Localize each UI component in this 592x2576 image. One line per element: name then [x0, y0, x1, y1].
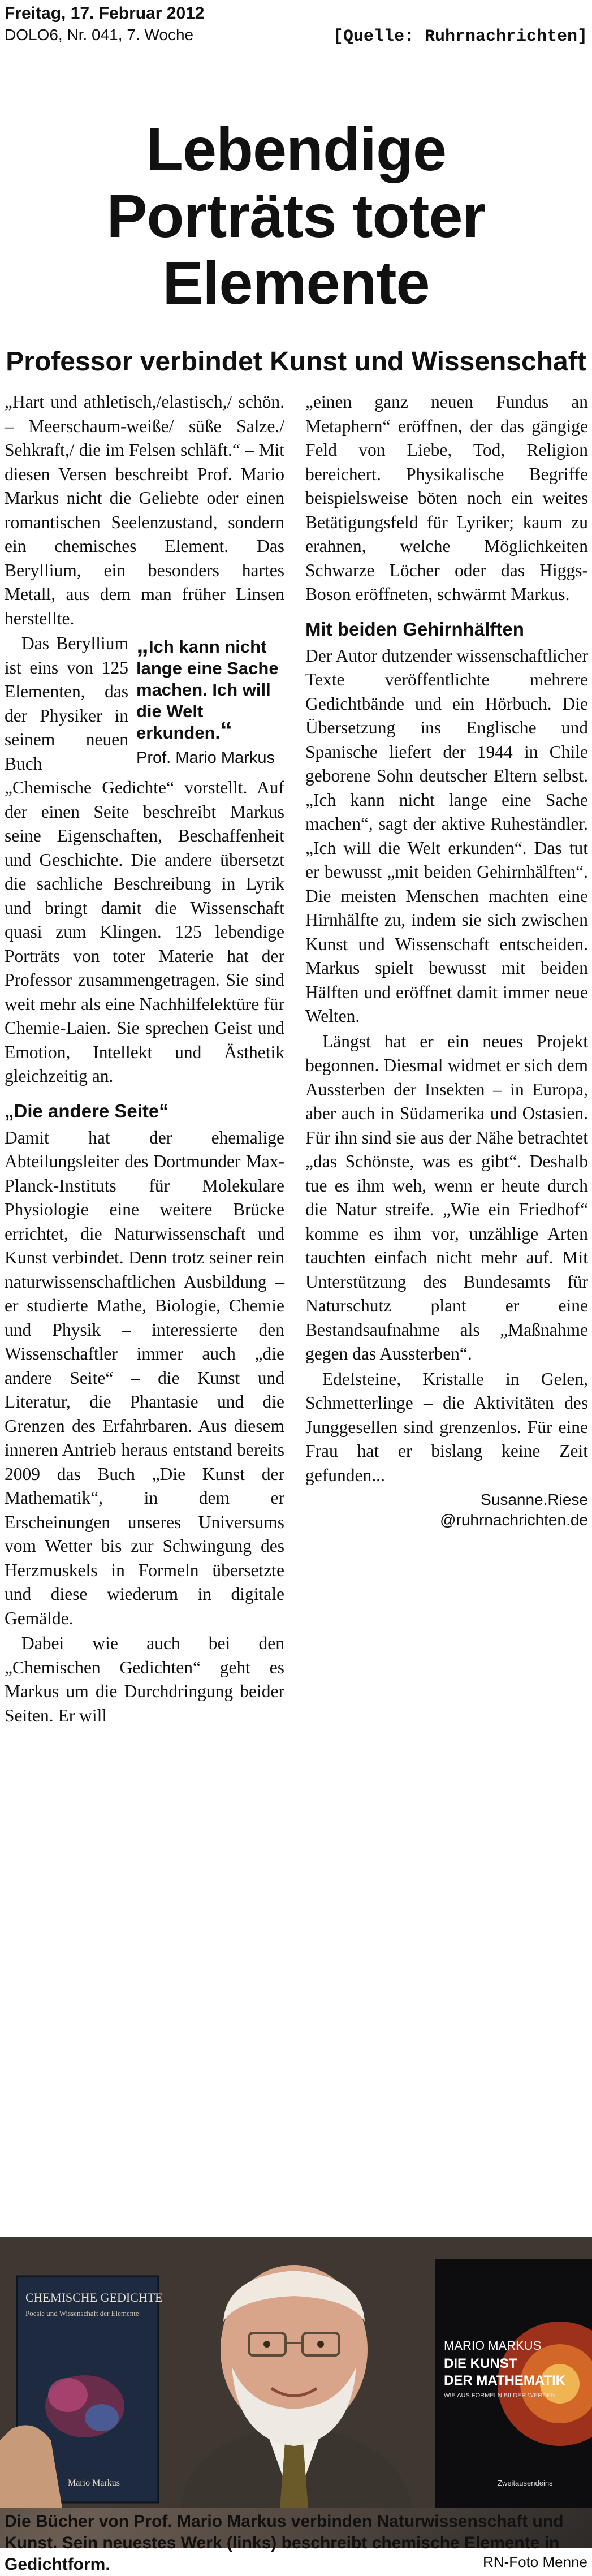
book-right-title-2: DER MATHEMATIK [444, 2373, 566, 2388]
headline-line-1: Lebendige [145, 115, 447, 183]
article-photo [0, 2237, 592, 2548]
subtitle: Professor verbindet Kunst und Wissenschaft [6, 347, 586, 377]
book-left-title: CHEMISCHE GEDICHTE [25, 2290, 163, 2305]
pull-quote-author: Prof. Mario Markus [136, 749, 275, 767]
quote-open-mark: „ [136, 631, 149, 658]
paragraph: Längst hat er ein neues Projekt begonnen. Diesmal widmet er sich dem Aussterben der Insekten – in Europa, aber auch in Südamerika und Ostasien. Für ihn sind sie aus der Nähe betrachtet „das Schönste, was es gibt“. Deshalb tue es ihm weh, wenn er heute durch die Natur streife. „Wie ein Friedhof“ komme es ihm vor, unzählige Arten tauchten einfach nicht mehr auf. Mit Unterstützung des Bundesamts für Naturschutz plant er eine Bestandsaufnahme als „Maßnahme gegen das Aussterben“. [305, 1031, 588, 1363]
book-right-subtitle: WIE AUS FORMELN BILDER WERDEN [444, 2392, 556, 2399]
byline-name: Susanne.Riese [481, 1491, 588, 1508]
headline [0, 116, 592, 316]
paragraph: „Hart und athletisch,/elastisch,/ schön. – Meerschaum-weiße/ süße Salze./ Sehkraft,/ die im Felsen schläft.“ – Mit diesen Versen beschreibt Prof. Mario Markus nicht die Geliebte oder einen romantischen Seelenzustand, sondern ein chemisches Element. Das Beryllium, ein besonders hartes Metall, aus dem man früher Linsen herstellte. [5, 392, 284, 628]
paragraph: Edelsteine, Kristalle in Gelen, Schmetterlinge – die Aktivitäten des Junggesellen sind grenzenlos. Für eine Frau hat er bislang keine Zeit gefunden... [305, 1369, 588, 1485]
book-die-kunst-der-mathematik [435, 2259, 592, 2508]
photo-credit: RN-Foto Menne [483, 2553, 587, 2570]
byline [305, 1490, 588, 1530]
source-label: [Quelle: Ruhrnachrichten] [332, 27, 587, 46]
article-column-right [305, 390, 588, 1530]
book-left-subtitle: Poesie und Wissenschaft der Elemente [25, 2309, 139, 2318]
issue-number: DOLO6, Nr. 041, 7. Woche [5, 26, 194, 44]
photo-caption: Die Bücher von Prof. Mario Markus verbinden Naturwissenschaft und Kunst. Sein neuestes Werk (links) beschreibt chemische Elemente in Gedichtform. [5, 2512, 564, 2574]
issue-date: Freitag, 17. Februar 2012 [5, 4, 205, 23]
book-left-author: Mario Markus [68, 2478, 120, 2488]
pull-quote-text: Ich kann nicht lange eine Sache machen. Ich will die Welt erkunden. [136, 637, 279, 743]
section-heading: Mit beiden Gehirnhälften [305, 618, 524, 640]
book-right-publisher: Zweitausendeins [498, 2479, 553, 2487]
headline-line-2: Porträts toter [106, 182, 486, 250]
section-heading: „Die andere Seite“ [5, 1100, 168, 1121]
pull-quote-text-block [136, 631, 284, 744]
paragraph: Dabei wie auch bei den „Chemischen Gedichten“ geht es Markus um die Durchdringung beider Seiten. Er will [5, 1633, 284, 1725]
paragraph: „einen ganz neuen Fundus an Metaphern“ eröffnen, der das gängige Feld von Liebe, Tod, Religion bereichert. Physikalische Begriffe beispielsweise böten noch ein weites Betätigungsfeld für Lyriker; kaum zu erahnen, welche Möglichkeiten Schwarze Löcher oder das Higgs-Boson eröffneten, schwärmt Markus. [305, 392, 588, 604]
photo-illustration [0, 2237, 592, 2508]
quote-close-mark: “ [220, 717, 233, 744]
issue-info [5, 2, 321, 45]
paragraph: Das Beryllium ist eins von 125 Elementen, das der Physiker in seinem neuen Buch „Chemische Gedichte“ vorstellt. Auf der einen Seite beschreibt Markus seine Eigenschaften, Beschaffenheit und Geschichte. Die andere übersetzt die sachliche Beschreibung in Lyrik und bringt damit die Wissenschaft quasi zum Klingen. 125 lebendige Porträts von toter Materie hat der Professor zusammengetragen. Sie sind weit mehr als eine Nachhilfelektüre für Chemie-Laien. Sie sprechen Geist und Emotion, Intellekt und Ästhetik gleichzeitig an. [5, 633, 284, 1086]
pull-quote [136, 631, 284, 770]
byline-email: @ruhrnachrichten.de [440, 1511, 588, 1529]
paragraph: Damit hat der ehemalige Abteilungsleiter des Dortmunder Max-Planck-Instituts für Molekulare Physiologie eine weitere Brücke errichtet, die Naturwissenschaft und Kunst verbindet. Denn trotz seiner rein naturwissenschaftlichen Ausbildung – er studierte Mathe, Biologie, Chemie und Physik – interessierte den Wissenschaftler immer auch „die andere Seite“ – die Kunst und Literatur, die Phantasie und die Grenzen des Erfahrbaren. Aus diesem inneren Antrieb heraus entstand bereits 2009 das Buch „Die Kunst der Mathematik“, in dem er Erscheinungen unseres Universums vom Wetter bis zur Schwingung des Herzmuskels in Formeln übersetzte und diese wiederum in digitale Gemälde. [5, 1127, 284, 1628]
article-column-left [5, 390, 284, 1729]
book-right-author: MARIO MARKUS [444, 2338, 542, 2353]
headline-line-3: Elemente [162, 248, 430, 317]
paragraph: Der Autor dutzender wissenschaftlicher Texte veröffentlichte mehrere Gedichtbände und ein Hörbuch. Die Übersetzung ins Englische und Spanische liefert der 1944 in Chile geborene Sohn deutscher Eltern selbst. „Ich kann nicht lange eine Sache machen“, sagt der aktive Ruheständler. „Ich will die Welt erkunden“. Das tut er bewusst „mit beiden Gehirnhälften“. Die meisten Menschen machten eine Hirnhälfte zu, indem sie sich zwischen Kunst und Wissenschaft entscheiden. Markus spielt bewusst mit beiden Hälften und eröffnet damit immer neue Welten. [305, 645, 588, 1026]
book-right-title-1: DIE KUNST [444, 2356, 517, 2371]
